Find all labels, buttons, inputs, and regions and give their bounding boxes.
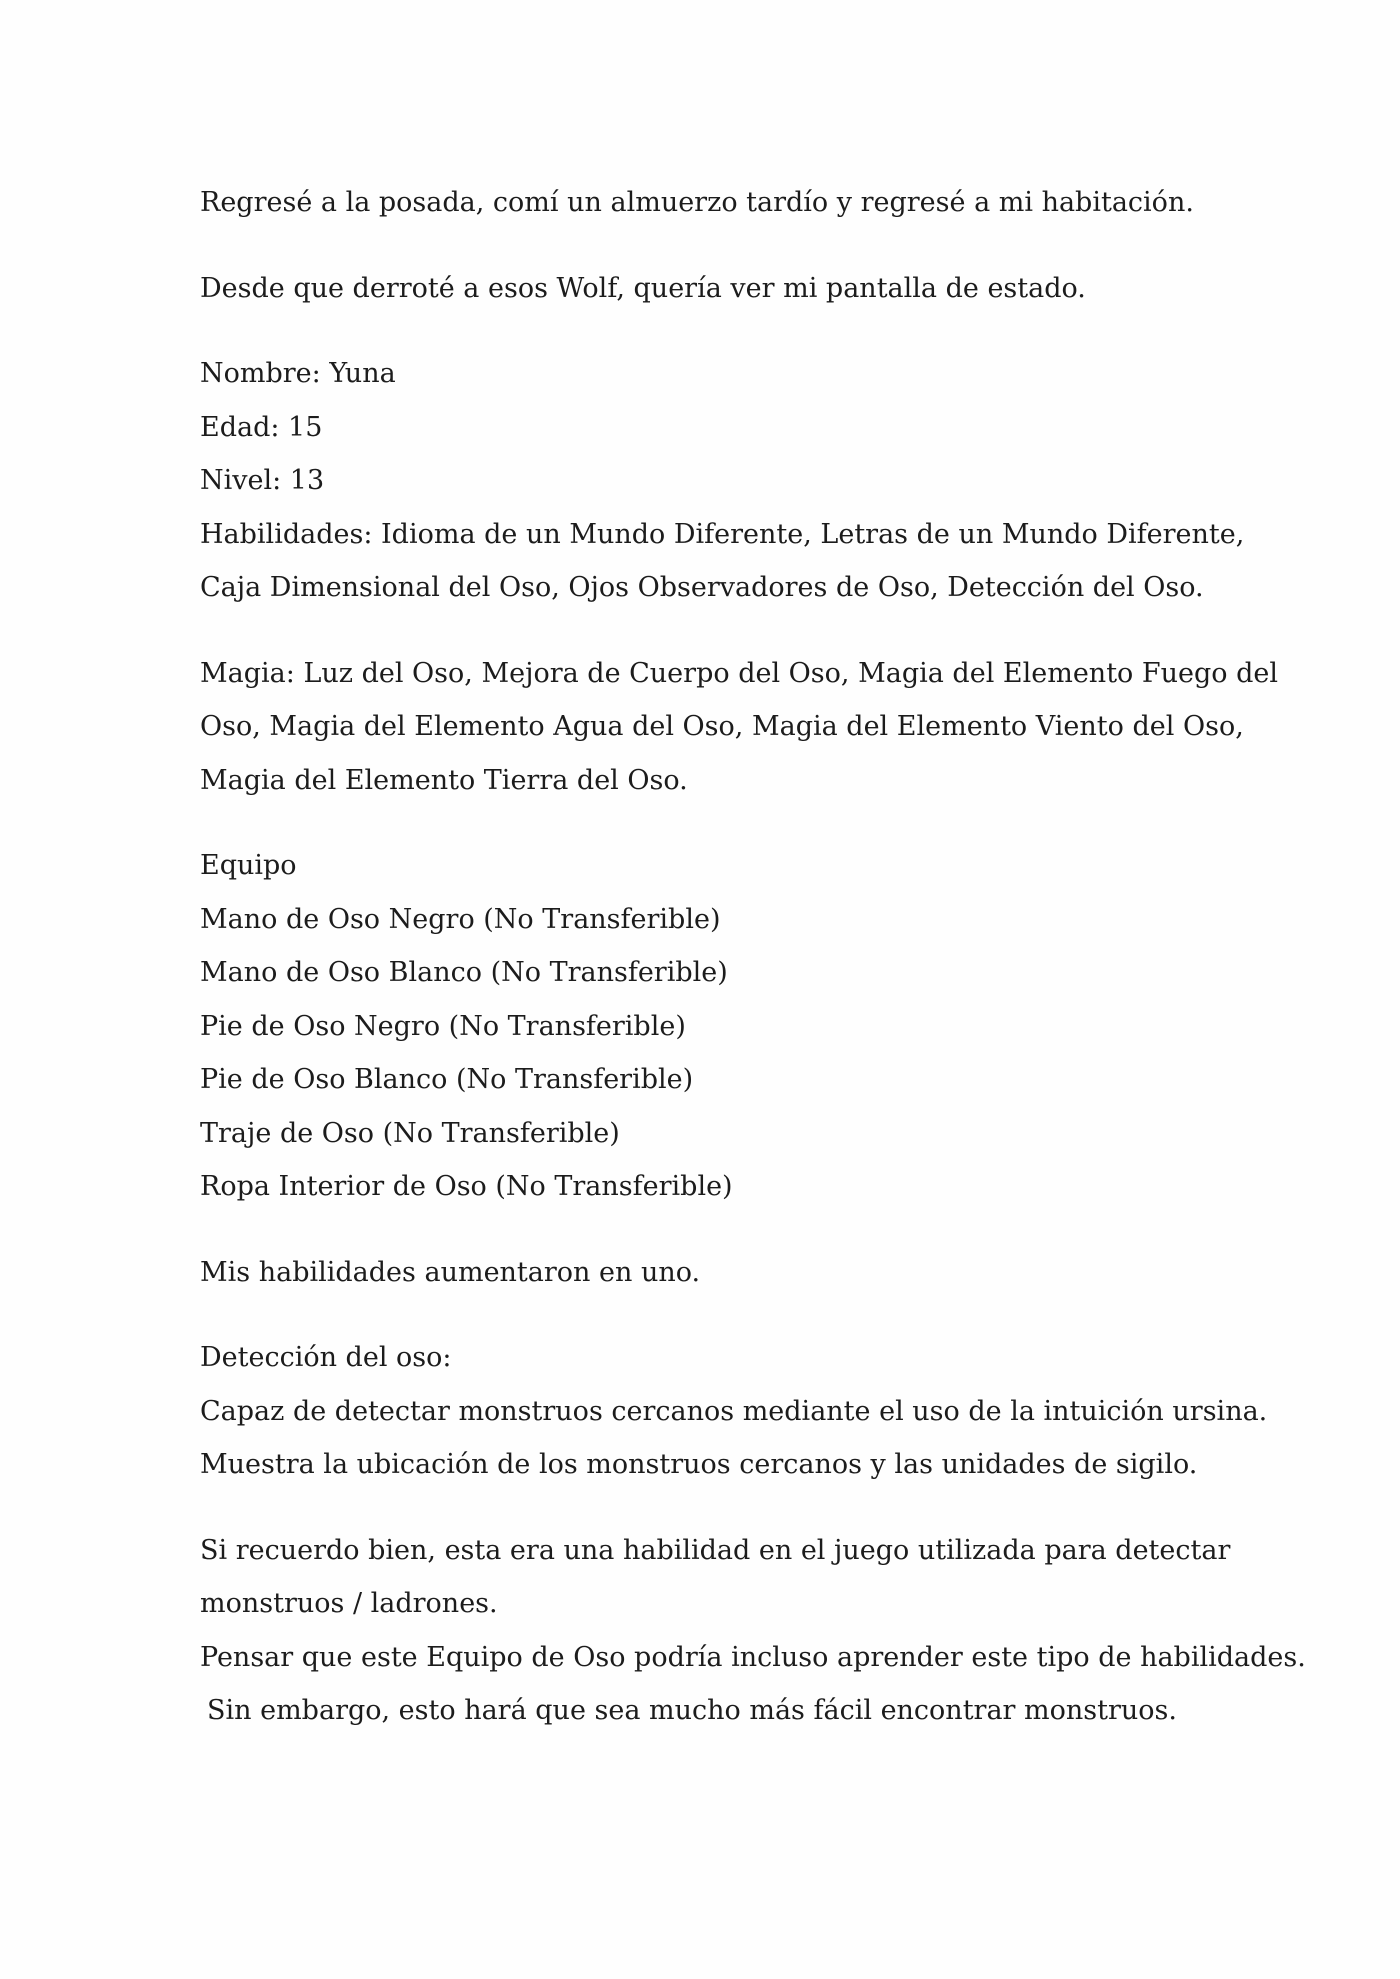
text-body bbox=[200, 176, 1306, 1738]
equipment-item: Mano de Oso Negro (No Transferible) bbox=[200, 903, 721, 935]
closing-line-4: Sin embargo, esto hará que sea mucho más fácil encontrar monstruos. bbox=[207, 1695, 1177, 1726]
status-skills-line-1: Habilidades: Idioma de un Mundo Diferente, Letras de un Mundo Diferente, bbox=[200, 518, 1245, 550]
paragraph-skills-increased: Mis habilidades aumentaron en uno. bbox=[200, 1256, 701, 1288]
status-skills-line-2: Caja Dimensional del Oso, Ojos Observadores de Oso, Detección del Oso. bbox=[200, 572, 1204, 603]
status-age: Edad: 15 bbox=[200, 411, 323, 443]
paragraph-return-inn: Regresé a la posada, comí un almuerzo tardío y regresé a mi habitación. bbox=[200, 187, 1194, 218]
paragraph-gap bbox=[200, 230, 1210, 262]
equipment-item: Ropa Interior de Oso (No Transferible) bbox=[200, 1171, 733, 1202]
equipment-heading: Equipo bbox=[200, 850, 297, 881]
equipment-item: Traje de Oso (No Transferible) bbox=[200, 1117, 620, 1149]
status-name: Nombre: Yuna bbox=[200, 358, 396, 389]
equipment-item: Mano de Oso Blanco (No Transferible) bbox=[200, 957, 728, 988]
skill-detail-line-2: Muestra la ubicación de los monstruos cercanos y las unidades de sigilo. bbox=[200, 1449, 1198, 1480]
status-magic-line-1: Magia: Luz del Oso, Mejora de Cuerpo del Oso, Magia del Elemento Fuego del bbox=[200, 657, 1279, 689]
closing-line-3: Pensar que este Equipo de Oso podría incluso aprender este tipo de habilidades. bbox=[200, 1641, 1306, 1673]
status-level: Nivel: 13 bbox=[200, 465, 325, 496]
paragraph-gap bbox=[200, 1299, 1210, 1331]
paragraph-gap bbox=[200, 315, 1210, 347]
skill-detail-heading: Detección del oso: bbox=[200, 1342, 452, 1373]
status-magic-line-3: Magia del Elemento Tierra del Oso. bbox=[200, 764, 688, 796]
equipment-item: Pie de Oso Blanco (No Transferible) bbox=[200, 1064, 694, 1095]
paragraph-status-screen: Desde que derroté a esos Wolf, quería ver mi pantalla de estado. bbox=[200, 272, 1086, 304]
paragraph-gap bbox=[200, 615, 1210, 647]
skill-detail-line-1: Capaz de detectar monstruos cercanos mediante el uso de la intuición ursina. bbox=[200, 1395, 1268, 1427]
status-magic-line-2: Oso, Magia del Elemento Agua del Oso, Magia del Elemento Viento del Oso, bbox=[200, 711, 1244, 742]
paragraph-gap bbox=[200, 1214, 1210, 1246]
paragraph-gap bbox=[200, 807, 1210, 839]
paragraph-gap bbox=[200, 1492, 1210, 1524]
equipment-item: Pie de Oso Negro (No Transferible) bbox=[200, 1010, 686, 1042]
closing-line-1: Si recuerdo bien, esta era una habilidad en el juego utilizada para detectar bbox=[200, 1534, 1231, 1566]
closing-line-2: monstruos / ladrones. bbox=[200, 1588, 498, 1619]
